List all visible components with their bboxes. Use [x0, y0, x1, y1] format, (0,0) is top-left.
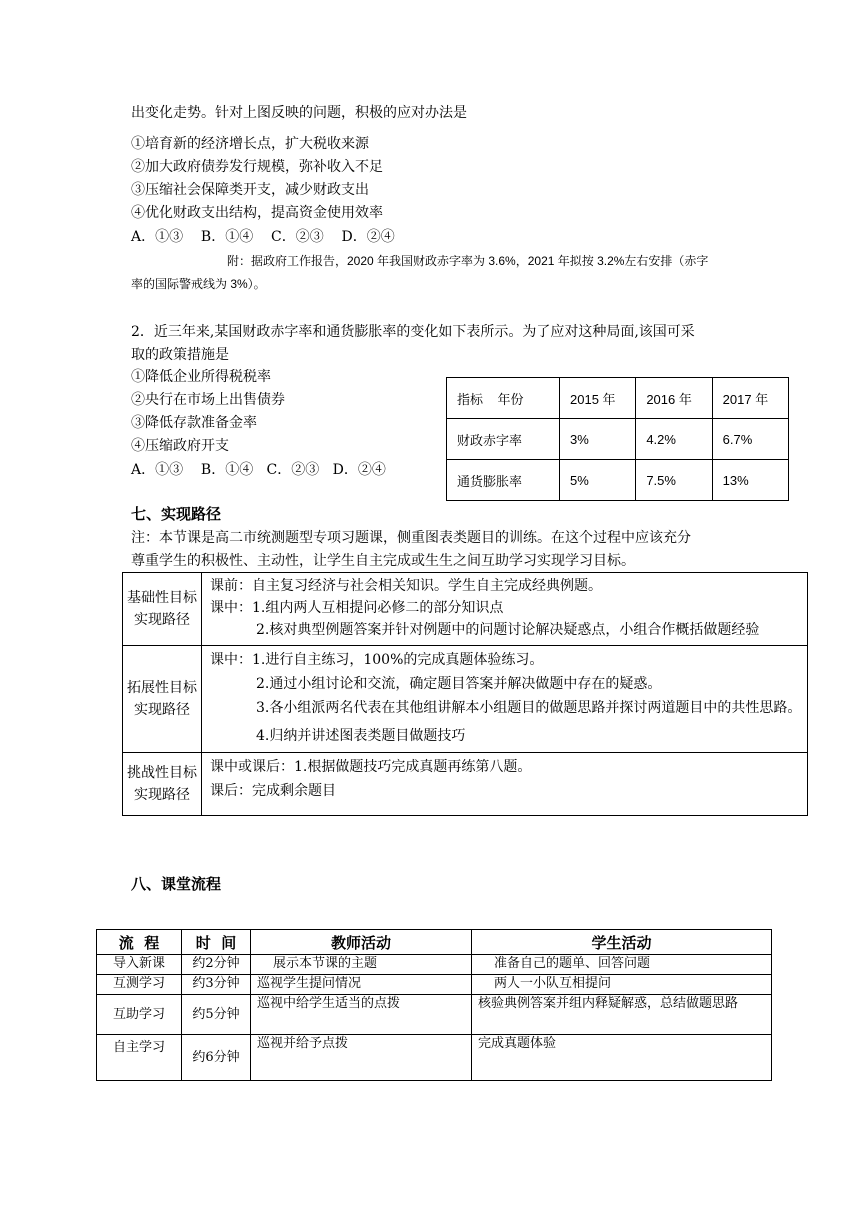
path-label-extended [123, 646, 202, 753]
path-label-challenge [123, 753, 202, 816]
table-cell: 7.5% [636, 460, 712, 501]
label-line: 实现路径 [134, 787, 190, 803]
path-label-basic [123, 573, 202, 646]
table-cell: 巡视中给学生适当的点拨 [251, 995, 472, 1035]
table-header-cell: 教师活动 [251, 930, 472, 955]
content-line: 课中或课后：1.根据做题技巧完成真题再练第八题。 [210, 759, 532, 775]
table-row [447, 460, 789, 501]
label-line: 拓展性目标 [127, 680, 197, 696]
content-line: 课中：1.组内两人互相提问必修二的部分知识点 [210, 600, 504, 616]
content-line: 课后：完成剩余题目 [210, 783, 336, 799]
table-row [97, 955, 772, 975]
table-cell: 约6分钟 [182, 1035, 251, 1081]
table-cell: 两人一小队互相提问 [472, 975, 772, 995]
indicator-table [446, 377, 789, 501]
content-line: 课前：自主复习经济与社会相关知识。学生自主完成经典例题。 [210, 578, 602, 594]
table-cell: 展示本节课的主题 [251, 955, 472, 975]
table-row [447, 419, 789, 460]
section8-heading: 八、课堂流程 [131, 876, 222, 893]
table-header-cell: 学生活动 [472, 930, 772, 955]
q2-stem-line2: 取的政策措施是 [131, 347, 229, 363]
table-row [123, 646, 808, 753]
table-header-cell: 指标 年份 [447, 378, 560, 419]
table-header-cell: 时 间 [182, 930, 251, 955]
table-cell: 完成真题体验 [472, 1035, 772, 1081]
content-line: 课中：1.进行自主练习，100%的完成真题体验练习。 [210, 652, 544, 668]
q2-choices: A．①③ B．①④ C．②③ D．②④ [131, 462, 386, 478]
table-cell: 约2分钟 [182, 955, 251, 975]
table-cell: 13% [712, 460, 788, 501]
path-content-extended [202, 646, 808, 753]
path-content-challenge [202, 753, 808, 816]
table-cell: 5% [560, 460, 636, 501]
q2-option-3: ③降低存款准备金率 [131, 415, 257, 431]
table-header-row [447, 378, 789, 419]
table-row [97, 975, 772, 995]
content-text: 2.核对典型例题答案并针对例题中的问题讨论解决疑惑点，小组合作概括做题经验 [256, 622, 760, 638]
q1-option-1: ①培育新的经济增长点，扩大税收来源 [131, 136, 369, 152]
q1-option-3: ③压缩社会保障类开支，减少财政支出 [131, 182, 369, 198]
table-row [123, 573, 808, 646]
table-header-cell: 2016 年 [636, 378, 712, 419]
table-cell: 导入新课 [97, 955, 182, 975]
path-content-basic [202, 573, 808, 646]
q2-stem-line1: 2．近三年来,某国财政赤字率和通货膨胀率的变化如下表所示。为了应对这种局面,该国可采 [131, 324, 695, 340]
table-row [97, 995, 772, 1035]
table-cell: 约3分钟 [182, 975, 251, 995]
label-line: 实现路径 [134, 612, 190, 628]
table-cell: 巡视学生提问情况 [251, 975, 472, 995]
section7-note-line1: 注：本节课是高二市统测题型专项习题课，侧重图表类题目的训练。在这个过程中应该充分 [131, 530, 691, 546]
section7-note-line2: 尊重学生的积极性、主动性，让学生自主完成或生生之间互助学习实现学习目标。 [131, 553, 635, 569]
table-header-cell: 流 程 [97, 930, 182, 955]
label-line: 实现路径 [134, 702, 190, 718]
table-header-row [97, 930, 772, 955]
table-row [97, 1035, 772, 1081]
table-cell: 核验典例答案并组内释疑解惑，总结做题思路 [472, 995, 772, 1035]
section7-heading: 七、实现路径 [131, 506, 222, 523]
table-row [123, 753, 808, 816]
content-line: 2.通过小组讨论和交流，确定题目答案并解决做题中存在的疑惑。 [256, 676, 662, 692]
table-cell: 通货膨胀率 [447, 460, 560, 501]
table-cell: 自主学习 [97, 1035, 182, 1081]
table-cell: 3% [560, 419, 636, 460]
table-cell: 4.2% [636, 419, 712, 460]
q2-option-4: ④压缩政府开支 [131, 438, 229, 454]
content-line: 4.归纳并讲述图表类题目做题技巧 [256, 728, 466, 744]
table-cell: 财政赤字率 [447, 419, 560, 460]
table-cell: 互助学习 [97, 995, 182, 1035]
table-cell: 巡视并给予点拨 [251, 1035, 472, 1081]
q2-option-2: ②央行在市场上出售债券 [131, 392, 285, 408]
label-line: 挑战性目标 [127, 765, 197, 781]
q1-note-line1: 附：据政府工作报告，2020 年我国财政赤字率为 3.6%，2021 年拟按 3.2%左右安排（赤字 [227, 254, 709, 268]
table-cell: 约5分钟 [182, 995, 251, 1035]
table-header-cell: 2015 年 [560, 378, 636, 419]
table-cell: 准备自己的题单、回答问题 [472, 955, 772, 975]
q2-option-1: ①降低企业所得税税率 [131, 369, 271, 385]
table-cell: 互测学习 [97, 975, 182, 995]
table-header-cell: 2017 年 [712, 378, 788, 419]
path-table [122, 572, 808, 816]
flow-table [96, 929, 772, 1081]
q1-note-line2: 率的国际警戒线为 3%）。 [131, 277, 266, 291]
content-line [210, 619, 801, 641]
q1-option-2: ②加大政府债券发行规模，弥补收入不足 [131, 159, 383, 175]
q1-stem-tail: 出变化走势。针对上图反映的问题，积极的应对办法是 [131, 105, 467, 121]
q1-option-4: ④优化财政支出结构，提高资金使用效率 [131, 205, 383, 221]
q1-choices: A．①③ B．①④ C．②③ D．②④ [131, 229, 395, 245]
table-cell: 6.7% [712, 419, 788, 460]
content-line: 3.各小组派两名代表在其他组讲解本小组题目的做题思路并探讨两道题目中的共性思路。 [256, 700, 802, 716]
label-line: 基础性目标 [127, 590, 197, 606]
